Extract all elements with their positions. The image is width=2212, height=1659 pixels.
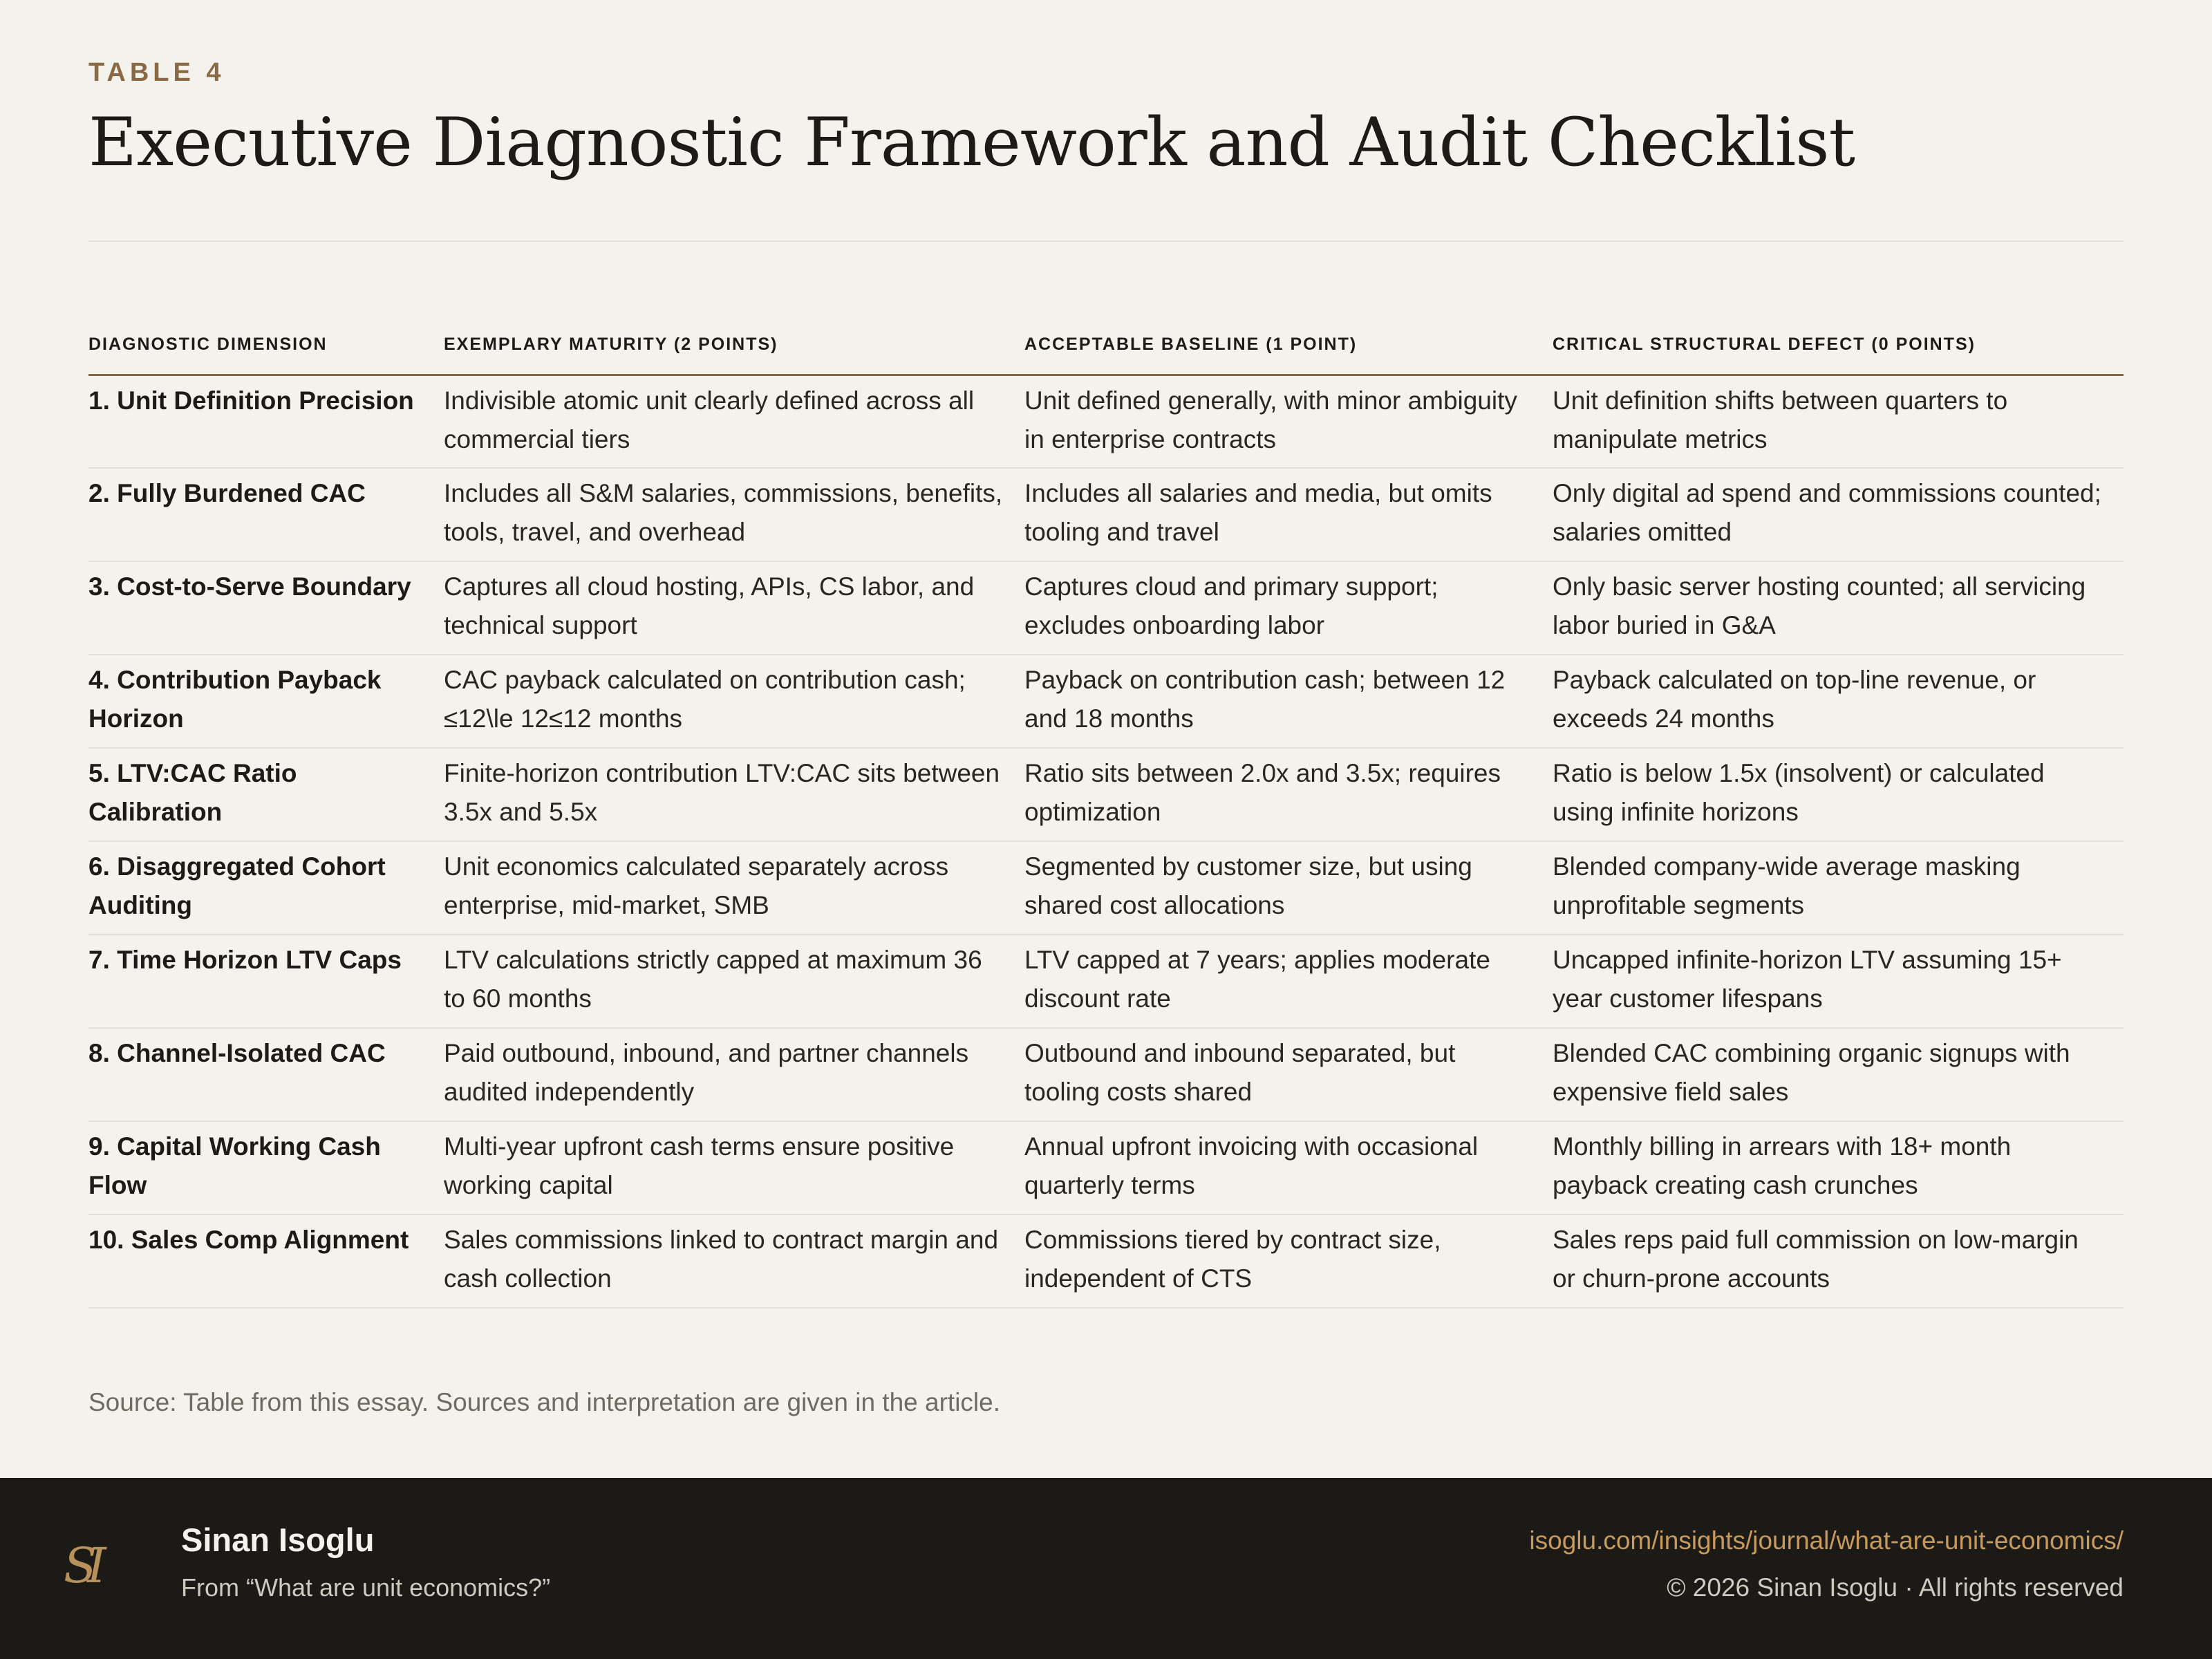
cell-critical: Blended CAC combining organic signups with expensive field sales — [1553, 1028, 2124, 1121]
cell-acceptable: Commissions tiered by contract size, independent of CTS — [1024, 1215, 1553, 1308]
table-header-row — [88, 325, 2124, 375]
title-divider — [88, 241, 2124, 242]
table-row — [88, 468, 2124, 561]
column-header-exemplary: EXEMPLARY MATURITY (2 POINTS) — [444, 325, 1024, 375]
diagnostic-table — [88, 325, 2124, 1309]
cell-dimension: 10. Sales Comp Alignment — [88, 1215, 444, 1308]
table-row — [88, 935, 2124, 1028]
table-row — [88, 375, 2124, 468]
cell-exemplary: Captures all cloud hosting, APIs, CS labor, and technical support — [444, 561, 1024, 655]
table-row — [88, 1028, 2124, 1121]
monogram-logo: SI — [64, 1537, 97, 1594]
source-note: Source: Table from this essay. Sources and interpretation are given in the article. — [88, 1388, 1000, 1416]
cell-dimension: 3. Cost-to-Serve Boundary — [88, 561, 444, 655]
cell-exemplary: Sales commissions linked to contract margin and cash collection — [444, 1215, 1024, 1308]
cell-critical: Blended company-wide average masking unprofitable segments — [1553, 841, 2124, 935]
page-title: Executive Diagnostic Framework and Audit Checklist — [88, 104, 1855, 181]
cell-acceptable: LTV capped at 7 years; applies moderate discount rate — [1024, 935, 1553, 1028]
cell-acceptable: Unit defined generally, with minor ambiguity in enterprise contracts — [1024, 375, 1553, 468]
cell-critical: Only basic server hosting counted; all servicing labor buried in G&A — [1553, 561, 2124, 655]
cell-exemplary: Multi-year upfront cash terms ensure positive working capital — [444, 1121, 1024, 1215]
cell-dimension: 4. Contribution Payback Horizon — [88, 655, 444, 748]
cell-exemplary: CAC payback calculated on contribution cash; ≤12\le 12≤12 months — [444, 655, 1024, 748]
table-body — [88, 375, 2124, 1308]
table-row — [88, 561, 2124, 655]
article-reference: From “What are unit economics?” — [181, 1573, 551, 1602]
cell-dimension: 6. Disaggregated Cohort Auditing — [88, 841, 444, 935]
cell-critical: Monthly billing in arrears with 18+ month payback creating cash crunches — [1553, 1121, 2124, 1215]
cell-critical: Payback calculated on top-line revenue, or exceeds 24 months — [1553, 655, 2124, 748]
cell-critical: Sales reps paid full commission on low-margin or churn-prone accounts — [1553, 1215, 2124, 1308]
table-row — [88, 748, 2124, 841]
author-name: Sinan Isoglu — [181, 1521, 375, 1558]
column-header-acceptable: ACCEPTABLE BASELINE (1 POINT) — [1024, 325, 1553, 375]
cell-dimension: 8. Channel-Isolated CAC — [88, 1028, 444, 1121]
cell-exemplary: Unit economics calculated separately across enterprise, mid-market, SMB — [444, 841, 1024, 935]
cell-exemplary: Finite-horizon contribution LTV:CAC sits between 3.5x and 5.5x — [444, 748, 1024, 841]
cell-acceptable: Ratio sits between 2.0x and 3.5x; requires optimization — [1024, 748, 1553, 841]
cell-dimension: 9. Capital Working Cash Flow — [88, 1121, 444, 1215]
cell-dimension: 2. Fully Burdened CAC — [88, 468, 444, 561]
cell-exemplary: Paid outbound, inbound, and partner channels audited independently — [444, 1028, 1024, 1121]
cell-critical: Uncapped infinite-horizon LTV assuming 15+ year customer lifespans — [1553, 935, 2124, 1028]
article-url-link[interactable]: isoglu.com/insights/journal/what-are-unit-economics/ — [1529, 1526, 2124, 1555]
cell-acceptable: Captures cloud and primary support; excludes onboarding labor — [1024, 561, 1553, 655]
cell-critical: Only digital ad spend and commissions counted; salaries omitted — [1553, 468, 2124, 561]
cell-exemplary: LTV calculations strictly capped at maximum 36 to 60 months — [444, 935, 1024, 1028]
cell-exemplary: Indivisible atomic unit clearly defined across all commercial tiers — [444, 375, 1024, 468]
footer — [0, 1478, 2212, 1659]
cell-acceptable: Annual upfront invoicing with occasional quarterly terms — [1024, 1121, 1553, 1215]
table-row — [88, 1121, 2124, 1215]
column-header-critical: CRITICAL STRUCTURAL DEFECT (0 POINTS) — [1553, 325, 2124, 375]
cell-acceptable: Segmented by customer size, but using shared cost allocations — [1024, 841, 1553, 935]
column-header-dimension: DIAGNOSTIC DIMENSION — [88, 325, 444, 375]
table-row — [88, 1215, 2124, 1308]
cell-acceptable: Outbound and inbound separated, but tooling costs shared — [1024, 1028, 1553, 1121]
copyright-notice: © 2026 Sinan Isoglu · All rights reserved — [1667, 1573, 2124, 1602]
cell-dimension: 1. Unit Definition Precision — [88, 375, 444, 468]
cell-exemplary: Includes all S&M salaries, commissions, benefits, tools, travel, and overhead — [444, 468, 1024, 561]
cell-critical: Unit definition shifts between quarters to manipulate metrics — [1553, 375, 2124, 468]
cell-dimension: 7. Time Horizon LTV Caps — [88, 935, 444, 1028]
cell-acceptable: Includes all salaries and media, but omits tooling and travel — [1024, 468, 1553, 561]
table-row — [88, 841, 2124, 935]
table-eyebrow: TABLE 4 — [88, 58, 225, 87]
table-row — [88, 655, 2124, 748]
cell-acceptable: Payback on contribution cash; between 12 and 18 months — [1024, 655, 1553, 748]
cell-dimension: 5. LTV:CAC Ratio Calibration — [88, 748, 444, 841]
cell-critical: Ratio is below 1.5x (insolvent) or calculated using infinite horizons — [1553, 748, 2124, 841]
